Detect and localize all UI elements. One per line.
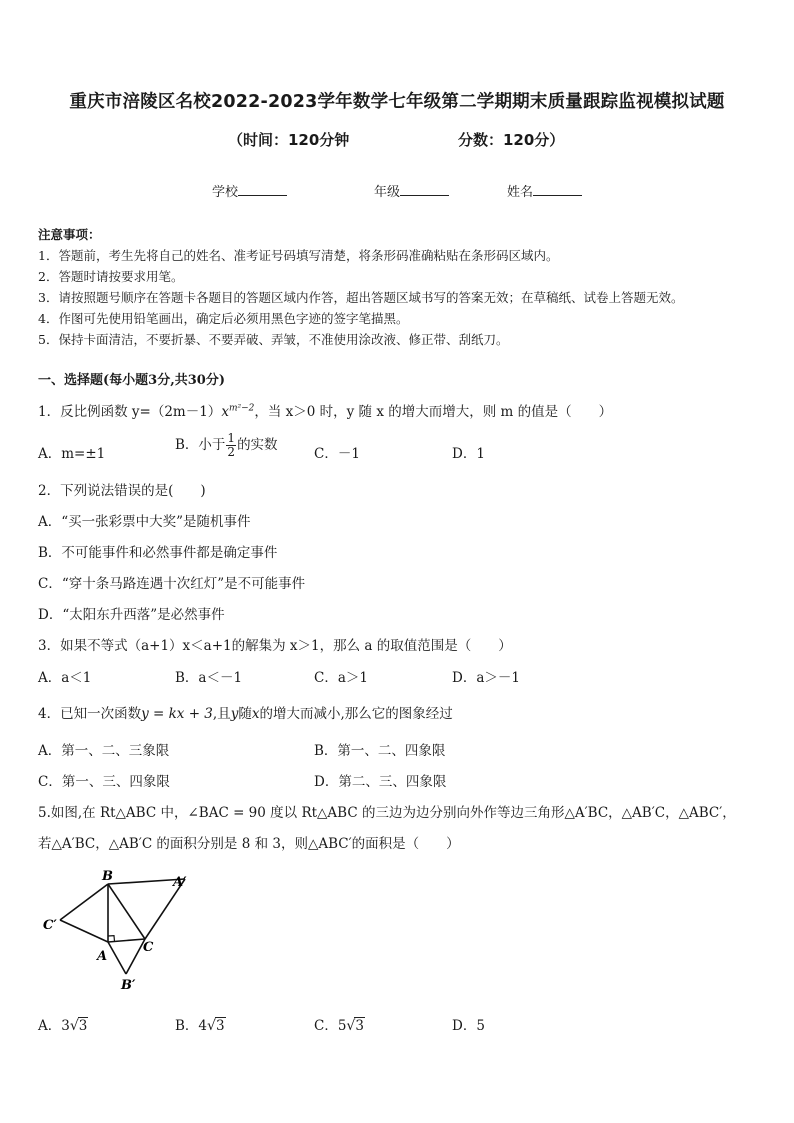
q1-var: x bbox=[221, 404, 229, 420]
question-3-stem: 3．如果不等式（a+1）x＜a+1的解集为 x＞1，那么 a 的取值范围是（ ） bbox=[38, 638, 512, 654]
exam-time: （时间：120分钟 bbox=[228, 131, 350, 149]
note-item: 3．请按照题号顺序在答题卡各题目的答题区域内作答，超出答题区域书写的答案无效；在草稿纸、试卷上答题无效。 bbox=[38, 290, 684, 305]
q5-option-a bbox=[38, 1014, 88, 1034]
page-title: 重庆市涪陵区名校2022-2023学年数学七年级第二学期期末质量跟踪监视模拟试题 bbox=[69, 92, 725, 112]
name-blank bbox=[533, 183, 582, 196]
label-B-prime: B′ bbox=[121, 978, 136, 993]
question-4-stem bbox=[38, 702, 453, 722]
fraction-denominator: 2 bbox=[227, 445, 236, 459]
q5-b-text: B．4 bbox=[175, 1018, 208, 1034]
sqrt-sign: √ bbox=[69, 1018, 79, 1034]
q5-option-d: D．5 bbox=[452, 1018, 485, 1034]
q4-text-mid: ,且 bbox=[212, 706, 231, 722]
q5-option-b bbox=[175, 1014, 226, 1034]
q4-text-post: 的增大而减小,那么它的图象经过 bbox=[259, 706, 453, 722]
question-5-line1: 5.如图,在 Rt△ABC 中，∠BAC = 90 度以 Rt△ABC 的三边为边分别向外作等边三角形△A′BC，△AB′C，△ABC′， bbox=[38, 805, 736, 821]
q1-text: 1．反比例函数 y=（2m－1） bbox=[38, 404, 222, 420]
q3-option-a: A．a＜1 bbox=[38, 670, 92, 686]
note-item: 1．答题前，考生先将自己的姓名、准考证号码填写清楚，将条形码准确粘贴在条形码区域内。 bbox=[38, 248, 559, 263]
question-5-line2: 若△A′BC，△AB′C 的面积分别是 8 和 3，则△ABC′的面积是（ ） bbox=[38, 836, 460, 852]
q1-option-d: D．1 bbox=[452, 446, 485, 462]
sqrt-radicand: 3 bbox=[355, 1018, 364, 1034]
q2-option-c: C．“穿十条马路连遇十次红灯”是不可能事件 bbox=[38, 576, 306, 592]
q2-option-a: A．“买一张彩票中大奖”是随机事件 bbox=[38, 514, 251, 530]
q2-option-d: D．“太阳东升西落”是必然事件 bbox=[38, 607, 225, 623]
q4-option-b: B．第一、二、四象限 bbox=[314, 743, 446, 759]
sqrt-sign: √ bbox=[346, 1018, 356, 1034]
question-2-stem: 2．下列说法错误的是( ) bbox=[38, 483, 206, 499]
notes-title: 注意事项： bbox=[38, 227, 101, 242]
triangle-figure bbox=[40, 862, 200, 997]
segment-C1A bbox=[60, 920, 108, 942]
label-A-prime: A′ bbox=[173, 875, 187, 890]
label-C-prime: C′ bbox=[43, 918, 57, 933]
q3-option-c: C．a＞1 bbox=[314, 670, 368, 686]
sqrt-radicand: 3 bbox=[78, 1018, 88, 1034]
grade-label: 年级 bbox=[374, 185, 401, 200]
grade-field bbox=[374, 181, 449, 200]
section-heading: 一、选择题(每小题3分,共30分) bbox=[38, 373, 225, 388]
q3-option-d: D．a＞－1 bbox=[452, 670, 520, 686]
q1-b-text-post: 的实数 bbox=[237, 437, 278, 453]
note-item: 4．作图可先使用铅笔画出，确定后必须用黑色字迹的签字笔描黑。 bbox=[38, 311, 409, 326]
note-item: 2．答题时请按要求用笔。 bbox=[38, 269, 184, 284]
name-field bbox=[507, 181, 582, 200]
q1-exponent: m²−2 bbox=[228, 403, 255, 414]
label-B: B bbox=[102, 869, 113, 884]
q1-option-c: C．－1 bbox=[314, 446, 360, 462]
q3-option-b: B．a＜－1 bbox=[175, 670, 243, 686]
exam-score: 分数：120分） bbox=[458, 131, 565, 149]
q1-option-a: A．m=±1 bbox=[38, 446, 106, 462]
school-label: 学校 bbox=[212, 185, 239, 200]
note-item: 5．保持卡面清洁，不要折暴、不要弄破、弄皱，不准使用涂改液、修正带、刮纸刀。 bbox=[38, 332, 509, 347]
question-1-stem bbox=[38, 400, 612, 420]
q4-option-d: D．第二、三、四象限 bbox=[314, 774, 447, 790]
school-field bbox=[212, 181, 287, 200]
segment-AC bbox=[108, 939, 145, 942]
q4-formula: y = kx + 3 bbox=[141, 706, 213, 722]
q4-text: 4．已知一次函数 bbox=[38, 706, 142, 722]
q4-text-mid2: 随 bbox=[238, 706, 252, 722]
q4-var-x: x bbox=[251, 706, 260, 722]
q5-option-c bbox=[314, 1014, 365, 1034]
segment-BC bbox=[108, 884, 145, 939]
label-C: C bbox=[143, 940, 154, 955]
fraction bbox=[226, 432, 236, 459]
q1-b-text: B．小于 bbox=[175, 437, 226, 453]
q4-option-c: C．第一、三、四象限 bbox=[38, 774, 170, 790]
q1-option-b bbox=[175, 432, 278, 459]
grade-blank bbox=[400, 183, 449, 196]
school-blank bbox=[238, 183, 287, 196]
name-label: 姓名 bbox=[507, 185, 534, 200]
q2-option-b: B．不可能事件和必然事件都是确定事件 bbox=[38, 545, 278, 561]
sqrt-sign: √ bbox=[207, 1018, 216, 1034]
q5-a-text: A．3 bbox=[38, 1018, 70, 1034]
q4-var-y: y bbox=[230, 706, 239, 722]
sqrt-radicand: 3 bbox=[215, 1018, 225, 1034]
segment-BC1 bbox=[60, 884, 108, 920]
right-angle-mark bbox=[108, 936, 115, 942]
label-A: A bbox=[97, 949, 108, 964]
segment-AB1 bbox=[108, 942, 126, 974]
q1-text-post: ，当 x＞0 时，y 随 x 的增大而增大，则 m 的值是（ ） bbox=[254, 404, 613, 420]
fraction-numerator: 1 bbox=[227, 431, 236, 445]
q4-option-a: A．第一、二、三象限 bbox=[38, 743, 170, 759]
q5-c-text: C．5 bbox=[314, 1018, 347, 1034]
